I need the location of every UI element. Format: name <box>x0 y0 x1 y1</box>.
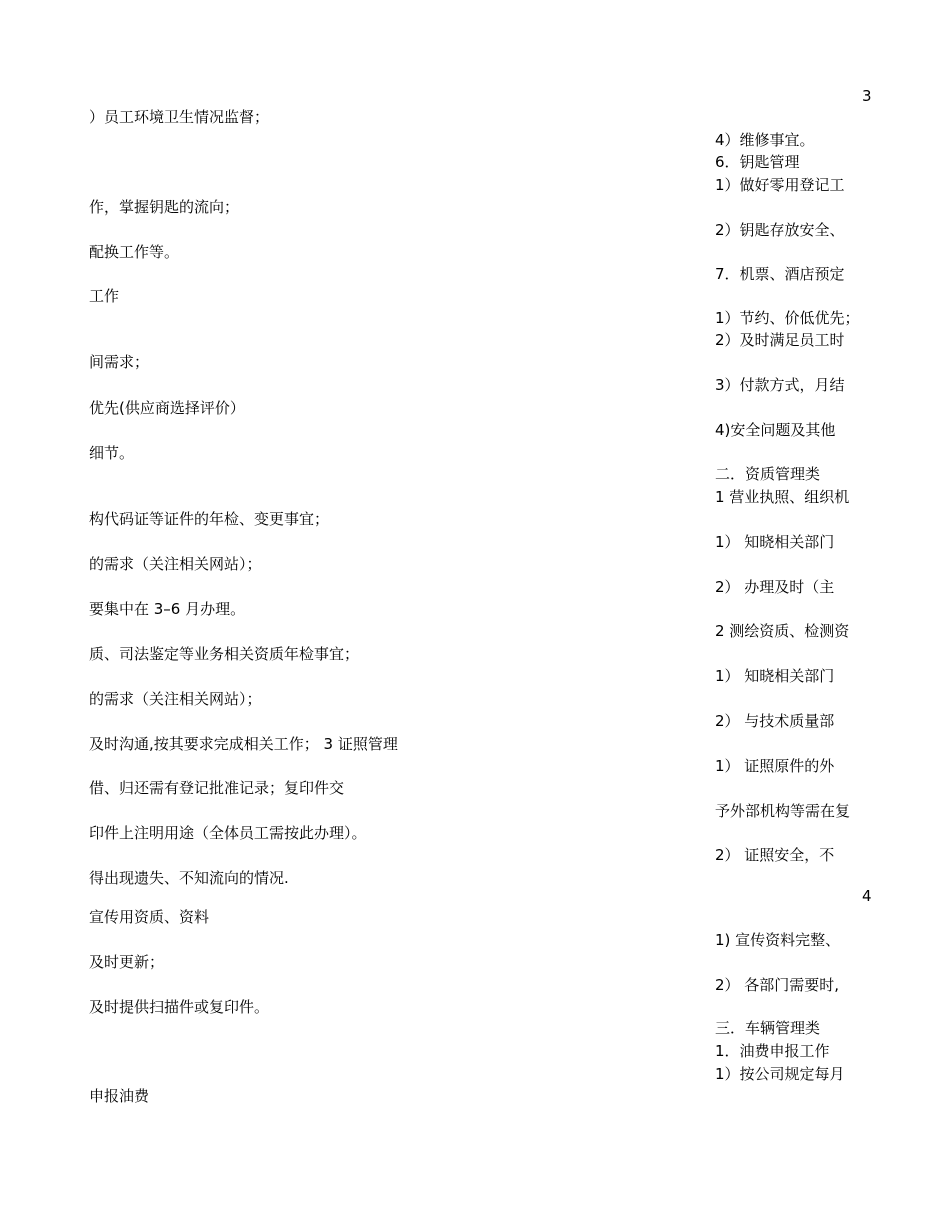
text-line: 要集中在 3–6 月办理。 <box>89 600 246 618</box>
text-line: 及时提供扫描件或复印件。 <box>89 998 270 1016</box>
text-line: 印件上注明用途（全体员工需按此办理）。 <box>89 824 367 842</box>
page-number: 4 <box>862 887 872 905</box>
text-line: 间需求； <box>89 353 150 371</box>
text-line: 质、司法鉴定等业务相关资质年检事宜； <box>89 645 360 663</box>
text-line: 构代码证等证件的年检、变更事宜； <box>89 510 330 528</box>
text-line: 3）付款方式，月结 <box>715 376 845 394</box>
text-line: 1 营业执照、组织机 <box>715 488 850 506</box>
page-number: 3 <box>862 87 872 105</box>
text-line: 1） 证照原件的外 <box>715 757 835 775</box>
text-line: 2） 证照安全，不 <box>715 846 835 864</box>
text-line: 2） 办理及时（主 <box>715 578 835 596</box>
text-line: 1） 知晓相关部门 <box>715 533 835 551</box>
text-line: ）员工环境卫生情况监督； <box>89 108 270 126</box>
text-line: 1．油费申报工作 <box>715 1042 830 1060</box>
text-line: 4)安全问题及其他 <box>715 421 836 439</box>
text-line: 6．钥匙管理 <box>715 153 800 171</box>
text-line: 1）按公司规定每月 <box>715 1065 845 1083</box>
text-line: 作，掌握钥匙的流向； <box>89 198 240 216</box>
text-line: 4）维修事宜。 <box>715 131 815 149</box>
text-line: 二．资质管理类 <box>715 465 821 483</box>
text-line: 2） 与技术质量部 <box>715 712 835 730</box>
text-line: 及时沟通,按其要求完成相关工作； 3 证照管理 <box>89 735 398 753</box>
text-line: 得出现遗失、不知流向的情况. <box>89 869 289 887</box>
text-line: 宣传用资质、资料 <box>89 908 210 926</box>
text-line: 优先(供应商选择评价） <box>89 399 245 417</box>
text-line: 的需求（关注相关网站）； <box>89 690 262 708</box>
text-line: 1) 宣传资料完整、 <box>715 931 841 949</box>
text-line: 2 测绘资质、检测资 <box>715 622 850 640</box>
text-line: 2） 各部门需要时, <box>715 976 840 994</box>
text-line: 7．机票、酒店预定 <box>715 265 845 283</box>
text-line: 工作 <box>89 287 120 305</box>
text-line: 细节。 <box>89 444 135 462</box>
text-line: 及时更新； <box>89 953 165 971</box>
text-line: 配换工作等。 <box>89 243 180 261</box>
text-line: 2）及时满足员工时 <box>715 331 845 349</box>
text-line: 1） 知晓相关部门 <box>715 667 835 685</box>
text-line: 予外部机构等需在复 <box>715 802 851 820</box>
text-line: 借、归还需有登记批准记录；复印件交 <box>89 779 345 797</box>
text-line: 三．车辆管理类 <box>715 1019 821 1037</box>
text-line: 申报油费 <box>89 1087 150 1105</box>
text-line: 2）钥匙存放安全、 <box>715 221 845 239</box>
text-line: 1）节约、价低优先； <box>715 309 860 327</box>
text-line: 1）做好零用登记工 <box>715 176 845 194</box>
text-line: 的需求（关注相关网站）； <box>89 555 262 573</box>
